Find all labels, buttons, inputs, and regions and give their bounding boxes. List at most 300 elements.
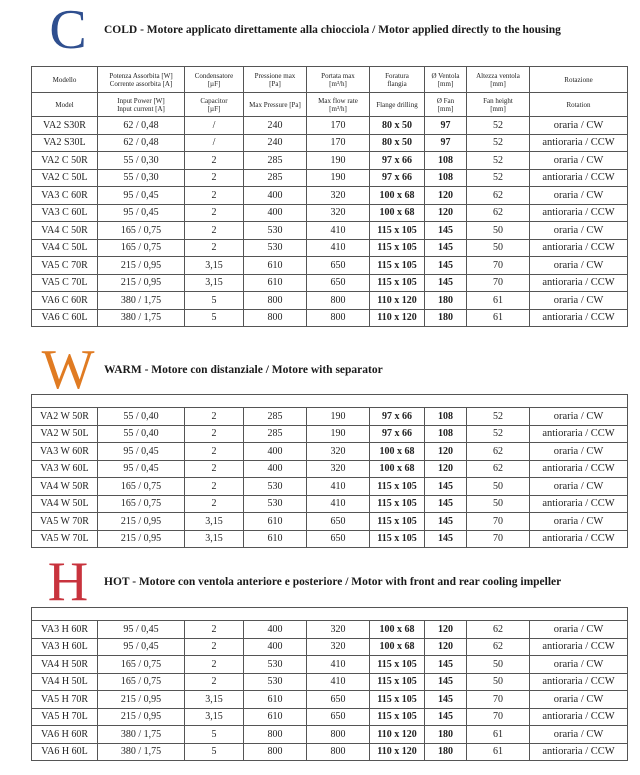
cell-model: VA3 C 60L	[32, 204, 98, 222]
cell-capacitor: 2	[185, 673, 244, 691]
cell-rotation: antioraria / CCW	[530, 460, 628, 478]
cell-max-pressure: 800	[244, 743, 307, 761]
cell-capacitor: 3,15	[185, 257, 244, 275]
table-spacer-cell	[32, 395, 628, 408]
cell-fan-diameter: 145	[425, 222, 467, 240]
cell-max-flow: 170	[307, 117, 370, 135]
cell-model: VA3 C 60R	[32, 187, 98, 205]
table-spacer-row	[32, 395, 628, 408]
cell-fan-height: 50	[467, 478, 530, 496]
cell-model: VA3 H 60L	[32, 638, 98, 656]
header-fan-diameter: Ø Fan [mm]	[425, 93, 467, 117]
cell-model: VA4 W 50R	[32, 478, 98, 496]
cell-max-flow: 410	[307, 656, 370, 674]
cell-max-flow: 320	[307, 443, 370, 461]
warm-letter-logo: W	[41, 339, 95, 401]
header-model: Modello	[32, 67, 98, 93]
cell-model: VA2 W 50L	[32, 425, 98, 443]
cell-flange-drilling: 97 x 66	[370, 425, 425, 443]
cell-capacitor: 3,15	[185, 691, 244, 709]
cell-capacitor: 5	[185, 726, 244, 744]
table-row	[32, 691, 628, 709]
cell-capacitor: 2	[185, 621, 244, 639]
cell-max-flow: 410	[307, 495, 370, 513]
cell-fan-diameter: 180	[425, 309, 467, 327]
cell-max-flow: 320	[307, 204, 370, 222]
header-rotation: Rotazione	[530, 67, 628, 93]
cell-fan-diameter: 180	[425, 743, 467, 761]
cell-rotation: antioraria / CCW	[530, 134, 628, 152]
cell-fan-height: 61	[467, 309, 530, 327]
cell-fan-height: 62	[467, 204, 530, 222]
table-row	[32, 638, 628, 656]
cell-model: VA2 S30L	[32, 134, 98, 152]
warm-spec-table	[31, 394, 628, 548]
cell-fan-diameter: 145	[425, 673, 467, 691]
cell-max-flow: 800	[307, 292, 370, 310]
cell-rotation: antioraria / CCW	[530, 673, 628, 691]
cell-power-current: 62 / 0,48	[98, 117, 185, 135]
cell-max-pressure: 530	[244, 222, 307, 240]
cell-power-current: 380 / 1,75	[98, 309, 185, 327]
cell-max-pressure: 610	[244, 708, 307, 726]
cell-rotation: antioraria / CCW	[530, 169, 628, 187]
cell-flange-drilling: 97 x 66	[370, 408, 425, 426]
cell-max-pressure: 240	[244, 134, 307, 152]
cell-capacitor: 2	[185, 478, 244, 496]
table-row	[32, 530, 628, 548]
header-max-flow: Max flow rate [m³/h]	[307, 93, 370, 117]
cell-fan-height: 50	[467, 673, 530, 691]
cell-power-current: 215 / 0,95	[98, 708, 185, 726]
cell-fan-height: 61	[467, 292, 530, 310]
cell-rotation: oraria / CW	[530, 621, 628, 639]
cell-fan-diameter: 108	[425, 152, 467, 170]
cell-rotation: oraria / CW	[530, 443, 628, 461]
cell-model: VA4 W 50L	[32, 495, 98, 513]
cell-model: VA5 W 70L	[32, 530, 98, 548]
cell-capacitor: 2	[185, 460, 244, 478]
cell-fan-diameter: 97	[425, 117, 467, 135]
cell-fan-height: 70	[467, 530, 530, 548]
cell-power-current: 95 / 0,45	[98, 638, 185, 656]
table-row	[32, 187, 628, 205]
cell-fan-height: 52	[467, 117, 530, 135]
table-row	[32, 204, 628, 222]
cell-capacitor: 5	[185, 743, 244, 761]
table-row	[32, 621, 628, 639]
cell-model: VA5 W 70R	[32, 513, 98, 531]
cell-fan-height: 50	[467, 656, 530, 674]
table-row	[32, 708, 628, 726]
table-row	[32, 239, 628, 257]
cold-spec-table	[31, 66, 628, 327]
cell-fan-height: 70	[467, 274, 530, 292]
table-row	[32, 460, 628, 478]
cell-max-pressure: 800	[244, 726, 307, 744]
cell-rotation: oraria / CW	[530, 726, 628, 744]
cell-max-pressure: 530	[244, 495, 307, 513]
cell-capacitor: 2	[185, 443, 244, 461]
cell-fan-diameter: 145	[425, 274, 467, 292]
cell-max-pressure: 240	[244, 117, 307, 135]
cell-fan-diameter: 145	[425, 478, 467, 496]
cell-capacitor: /	[185, 117, 244, 135]
cell-fan-diameter: 120	[425, 204, 467, 222]
cell-capacitor: 2	[185, 204, 244, 222]
cell-flange-drilling: 115 x 105	[370, 530, 425, 548]
cell-max-pressure: 285	[244, 425, 307, 443]
cell-power-current: 55 / 0,30	[98, 152, 185, 170]
header-fan-height: Altezza ventola [mm]	[467, 67, 530, 93]
warm-section-header	[0, 339, 640, 401]
cell-rotation: oraria / CW	[530, 187, 628, 205]
cell-fan-height: 50	[467, 222, 530, 240]
cell-rotation: oraria / CW	[530, 257, 628, 275]
cell-fan-diameter: 97	[425, 134, 467, 152]
cell-fan-height: 52	[467, 408, 530, 426]
cell-flange-drilling: 115 x 105	[370, 257, 425, 275]
cell-max-pressure: 800	[244, 292, 307, 310]
cell-model: VA5 C 70L	[32, 274, 98, 292]
cell-model: VA6 C 60R	[32, 292, 98, 310]
cell-power-current: 165 / 0,75	[98, 222, 185, 240]
cell-model: VA3 W 60R	[32, 443, 98, 461]
header-capacitor: Condensatore [µF]	[185, 67, 244, 93]
cell-power-current: 55 / 0,40	[98, 408, 185, 426]
cell-fan-height: 52	[467, 425, 530, 443]
header-capacitor: Capacitor [µF]	[185, 93, 244, 117]
header-max-flow: Portata max [m³/h]	[307, 67, 370, 93]
cell-fan-height: 70	[467, 513, 530, 531]
cell-flange-drilling: 100 x 68	[370, 204, 425, 222]
cell-max-pressure: 400	[244, 638, 307, 656]
cell-flange-drilling: 110 x 120	[370, 309, 425, 327]
header-flange-drilling: Foratura flangia	[370, 67, 425, 93]
cell-fan-diameter: 120	[425, 460, 467, 478]
cell-max-pressure: 530	[244, 239, 307, 257]
cell-max-flow: 800	[307, 743, 370, 761]
cold-section-title: COLD - Motore applicato direttamente alla chiocciola / Motor applied directly to the housing	[104, 24, 561, 36]
cell-fan-diameter: 108	[425, 408, 467, 426]
cell-fan-diameter: 120	[425, 621, 467, 639]
cold-section-header	[0, 0, 640, 61]
cell-fan-height: 62	[467, 443, 530, 461]
cell-power-current: 165 / 0,75	[98, 239, 185, 257]
cell-max-flow: 170	[307, 134, 370, 152]
cold-letter-logo: C	[49, 0, 87, 61]
table-row	[32, 257, 628, 275]
cell-rotation: antioraria / CCW	[530, 638, 628, 656]
cell-max-flow: 800	[307, 309, 370, 327]
cell-rotation: antioraria / CCW	[530, 708, 628, 726]
table-row	[32, 425, 628, 443]
cell-model: VA6 H 60L	[32, 743, 98, 761]
header-power-current: Potenza Assorbita [W] Corrente assorbita [A]	[98, 67, 185, 93]
cell-model: VA3 W 60L	[32, 460, 98, 478]
cell-rotation: oraria / CW	[530, 408, 628, 426]
cell-max-pressure: 400	[244, 460, 307, 478]
table-row	[32, 169, 628, 187]
cell-max-pressure: 610	[244, 274, 307, 292]
table-row	[32, 443, 628, 461]
table-row	[32, 656, 628, 674]
cell-rotation: oraria / CW	[530, 513, 628, 531]
cell-model: VA5 H 70R	[32, 691, 98, 709]
cell-flange-drilling: 115 x 105	[370, 513, 425, 531]
cell-flange-drilling: 115 x 105	[370, 708, 425, 726]
cell-flange-drilling: 110 x 120	[370, 292, 425, 310]
cell-power-current: 95 / 0,45	[98, 621, 185, 639]
cell-power-current: 95 / 0,45	[98, 204, 185, 222]
cell-rotation: antioraria / CCW	[530, 204, 628, 222]
cell-power-current: 380 / 1,75	[98, 292, 185, 310]
cell-flange-drilling: 80 x 50	[370, 117, 425, 135]
cell-rotation: oraria / CW	[530, 117, 628, 135]
cell-max-pressure: 800	[244, 309, 307, 327]
cell-fan-diameter: 145	[425, 656, 467, 674]
hot-letter-logo: H	[47, 551, 89, 613]
header-max-pressure: Pressione max [Pa]	[244, 67, 307, 93]
cell-flange-drilling: 115 x 105	[370, 274, 425, 292]
cell-model: VA4 C 50R	[32, 222, 98, 240]
cell-fan-diameter: 108	[425, 169, 467, 187]
cell-fan-height: 52	[467, 134, 530, 152]
table-row	[32, 478, 628, 496]
cell-rotation: antioraria / CCW	[530, 309, 628, 327]
cell-capacitor: 2	[185, 425, 244, 443]
cell-max-pressure: 285	[244, 408, 307, 426]
cell-flange-drilling: 115 x 105	[370, 239, 425, 257]
cell-power-current: 165 / 0,75	[98, 673, 185, 691]
cell-flange-drilling: 110 x 120	[370, 743, 425, 761]
cell-fan-height: 70	[467, 691, 530, 709]
cell-capacitor: 2	[185, 187, 244, 205]
cell-max-pressure: 400	[244, 443, 307, 461]
cell-max-flow: 320	[307, 638, 370, 656]
cell-max-flow: 650	[307, 530, 370, 548]
cell-fan-height: 52	[467, 169, 530, 187]
cell-max-pressure: 530	[244, 478, 307, 496]
cell-capacitor: 2	[185, 222, 244, 240]
cell-fan-height: 70	[467, 708, 530, 726]
cell-rotation: oraria / CW	[530, 292, 628, 310]
table-row	[32, 222, 628, 240]
cell-fan-diameter: 145	[425, 495, 467, 513]
cell-capacitor: 3,15	[185, 513, 244, 531]
cell-rotation: oraria / CW	[530, 222, 628, 240]
cell-fan-height: 61	[467, 726, 530, 744]
cell-capacitor: 5	[185, 309, 244, 327]
cell-flange-drilling: 80 x 50	[370, 134, 425, 152]
cell-power-current: 215 / 0,95	[98, 257, 185, 275]
table-row	[32, 726, 628, 744]
cell-model: VA5 C 70R	[32, 257, 98, 275]
cell-max-pressure: 530	[244, 656, 307, 674]
cell-max-flow: 800	[307, 726, 370, 744]
cell-fan-diameter: 145	[425, 530, 467, 548]
cell-capacitor: 2	[185, 169, 244, 187]
cell-fan-diameter: 108	[425, 425, 467, 443]
cell-flange-drilling: 100 x 68	[370, 443, 425, 461]
table-row	[32, 274, 628, 292]
cell-max-pressure: 285	[244, 169, 307, 187]
cell-power-current: 55 / 0,40	[98, 425, 185, 443]
cell-fan-diameter: 145	[425, 513, 467, 531]
cell-max-flow: 190	[307, 425, 370, 443]
cell-power-current: 380 / 1,75	[98, 726, 185, 744]
cell-model: VA3 H 60R	[32, 621, 98, 639]
cell-max-flow: 650	[307, 513, 370, 531]
table-row	[32, 513, 628, 531]
cell-flange-drilling: 115 x 105	[370, 673, 425, 691]
cell-fan-height: 62	[467, 187, 530, 205]
cell-power-current: 95 / 0,45	[98, 443, 185, 461]
header-rotation: Rotation	[530, 93, 628, 117]
cell-max-pressure: 285	[244, 152, 307, 170]
header-row-en	[32, 93, 628, 117]
cell-model: VA2 C 50R	[32, 152, 98, 170]
table-row	[32, 743, 628, 761]
cell-max-flow: 410	[307, 478, 370, 496]
table-row	[32, 152, 628, 170]
cell-flange-drilling: 115 x 105	[370, 478, 425, 496]
header-max-pressure: Max Pressure [Pa]	[244, 93, 307, 117]
cell-capacitor: 2	[185, 495, 244, 513]
cell-max-flow: 650	[307, 274, 370, 292]
cell-power-current: 215 / 0,95	[98, 513, 185, 531]
cell-fan-height: 62	[467, 460, 530, 478]
cell-model: VA2 C 50L	[32, 169, 98, 187]
header-fan-height: Fan height [mm]	[467, 93, 530, 117]
cell-max-pressure: 610	[244, 691, 307, 709]
hot-section-title: HOT - Motore con ventola anteriore e posteriore / Motor with front and rear cooling impeller	[104, 576, 562, 588]
cell-flange-drilling: 115 x 105	[370, 656, 425, 674]
cell-max-flow: 650	[307, 708, 370, 726]
cell-max-pressure: 610	[244, 530, 307, 548]
cell-fan-height: 50	[467, 239, 530, 257]
cell-capacitor: 2	[185, 638, 244, 656]
table-spacer-row	[32, 608, 628, 621]
cell-power-current: 215 / 0,95	[98, 274, 185, 292]
cell-max-flow: 320	[307, 460, 370, 478]
cell-fan-height: 62	[467, 638, 530, 656]
table-row	[32, 408, 628, 426]
cell-flange-drilling: 115 x 105	[370, 222, 425, 240]
cell-capacitor: 2	[185, 408, 244, 426]
cell-rotation: antioraria / CCW	[530, 425, 628, 443]
cell-max-pressure: 400	[244, 621, 307, 639]
table-row	[32, 495, 628, 513]
cell-fan-diameter: 145	[425, 257, 467, 275]
cell-flange-drilling: 100 x 68	[370, 460, 425, 478]
cell-model: VA4 C 50L	[32, 239, 98, 257]
table-row	[32, 673, 628, 691]
cell-power-current: 165 / 0,75	[98, 656, 185, 674]
cell-max-flow: 650	[307, 691, 370, 709]
cell-capacitor: /	[185, 134, 244, 152]
cell-max-pressure: 610	[244, 257, 307, 275]
cell-model: VA6 C 60L	[32, 309, 98, 327]
cell-fan-diameter: 120	[425, 638, 467, 656]
cell-fan-diameter: 145	[425, 239, 467, 257]
cell-max-flow: 650	[307, 257, 370, 275]
cell-fan-diameter: 120	[425, 187, 467, 205]
cell-max-flow: 190	[307, 408, 370, 426]
cell-rotation: oraria / CW	[530, 691, 628, 709]
cell-fan-diameter: 180	[425, 726, 467, 744]
cell-power-current: 165 / 0,75	[98, 478, 185, 496]
cell-max-pressure: 400	[244, 187, 307, 205]
cell-fan-diameter: 120	[425, 443, 467, 461]
table-row	[32, 134, 628, 152]
warm-section-title: WARM - Motore con distanziale / Motore with separator	[104, 364, 383, 376]
cell-power-current: 62 / 0,48	[98, 134, 185, 152]
table-row	[32, 309, 628, 327]
cell-max-pressure: 400	[244, 204, 307, 222]
cell-max-flow: 190	[307, 169, 370, 187]
cell-max-flow: 410	[307, 673, 370, 691]
cell-model: VA6 H 60R	[32, 726, 98, 744]
cell-flange-drilling: 97 x 66	[370, 152, 425, 170]
header-fan-diameter: Ø Ventola [mm]	[425, 67, 467, 93]
cell-fan-diameter: 145	[425, 708, 467, 726]
cell-max-flow: 320	[307, 621, 370, 639]
header-power-current: Input Power [W] Input current [A]	[98, 93, 185, 117]
cell-capacitor: 3,15	[185, 708, 244, 726]
cell-flange-drilling: 100 x 68	[370, 187, 425, 205]
cell-rotation: oraria / CW	[530, 478, 628, 496]
table-row	[32, 117, 628, 135]
table-row	[32, 292, 628, 310]
cell-capacitor: 2	[185, 152, 244, 170]
cell-model: VA2 S30R	[32, 117, 98, 135]
cell-capacitor: 2	[185, 239, 244, 257]
cell-rotation: oraria / CW	[530, 152, 628, 170]
cell-power-current: 165 / 0,75	[98, 495, 185, 513]
cell-max-pressure: 610	[244, 513, 307, 531]
cell-power-current: 215 / 0,95	[98, 530, 185, 548]
cell-capacitor: 2	[185, 656, 244, 674]
cell-capacitor: 3,15	[185, 274, 244, 292]
cell-fan-height: 52	[467, 152, 530, 170]
cell-flange-drilling: 110 x 120	[370, 726, 425, 744]
cell-max-flow: 410	[307, 222, 370, 240]
cell-power-current: 95 / 0,45	[98, 187, 185, 205]
cell-model: VA4 H 50L	[32, 673, 98, 691]
cell-rotation: oraria / CW	[530, 656, 628, 674]
header-row-it	[32, 67, 628, 93]
cell-rotation: antioraria / CCW	[530, 274, 628, 292]
cell-fan-height: 70	[467, 257, 530, 275]
cell-model: VA5 H 70L	[32, 708, 98, 726]
header-flange-drilling: Flange drilling	[370, 93, 425, 117]
cell-flange-drilling: 115 x 105	[370, 691, 425, 709]
hot-section-header	[0, 551, 640, 613]
header-model: Model	[32, 93, 98, 117]
cell-fan-height: 62	[467, 621, 530, 639]
cell-power-current: 380 / 1,75	[98, 743, 185, 761]
cell-model: VA2 W 50R	[32, 408, 98, 426]
cell-max-flow: 190	[307, 152, 370, 170]
cell-fan-height: 50	[467, 495, 530, 513]
cell-flange-drilling: 97 x 66	[370, 169, 425, 187]
cell-max-flow: 410	[307, 239, 370, 257]
cell-rotation: antioraria / CCW	[530, 530, 628, 548]
cell-capacitor: 3,15	[185, 530, 244, 548]
cell-fan-diameter: 180	[425, 292, 467, 310]
cell-power-current: 55 / 0,30	[98, 169, 185, 187]
